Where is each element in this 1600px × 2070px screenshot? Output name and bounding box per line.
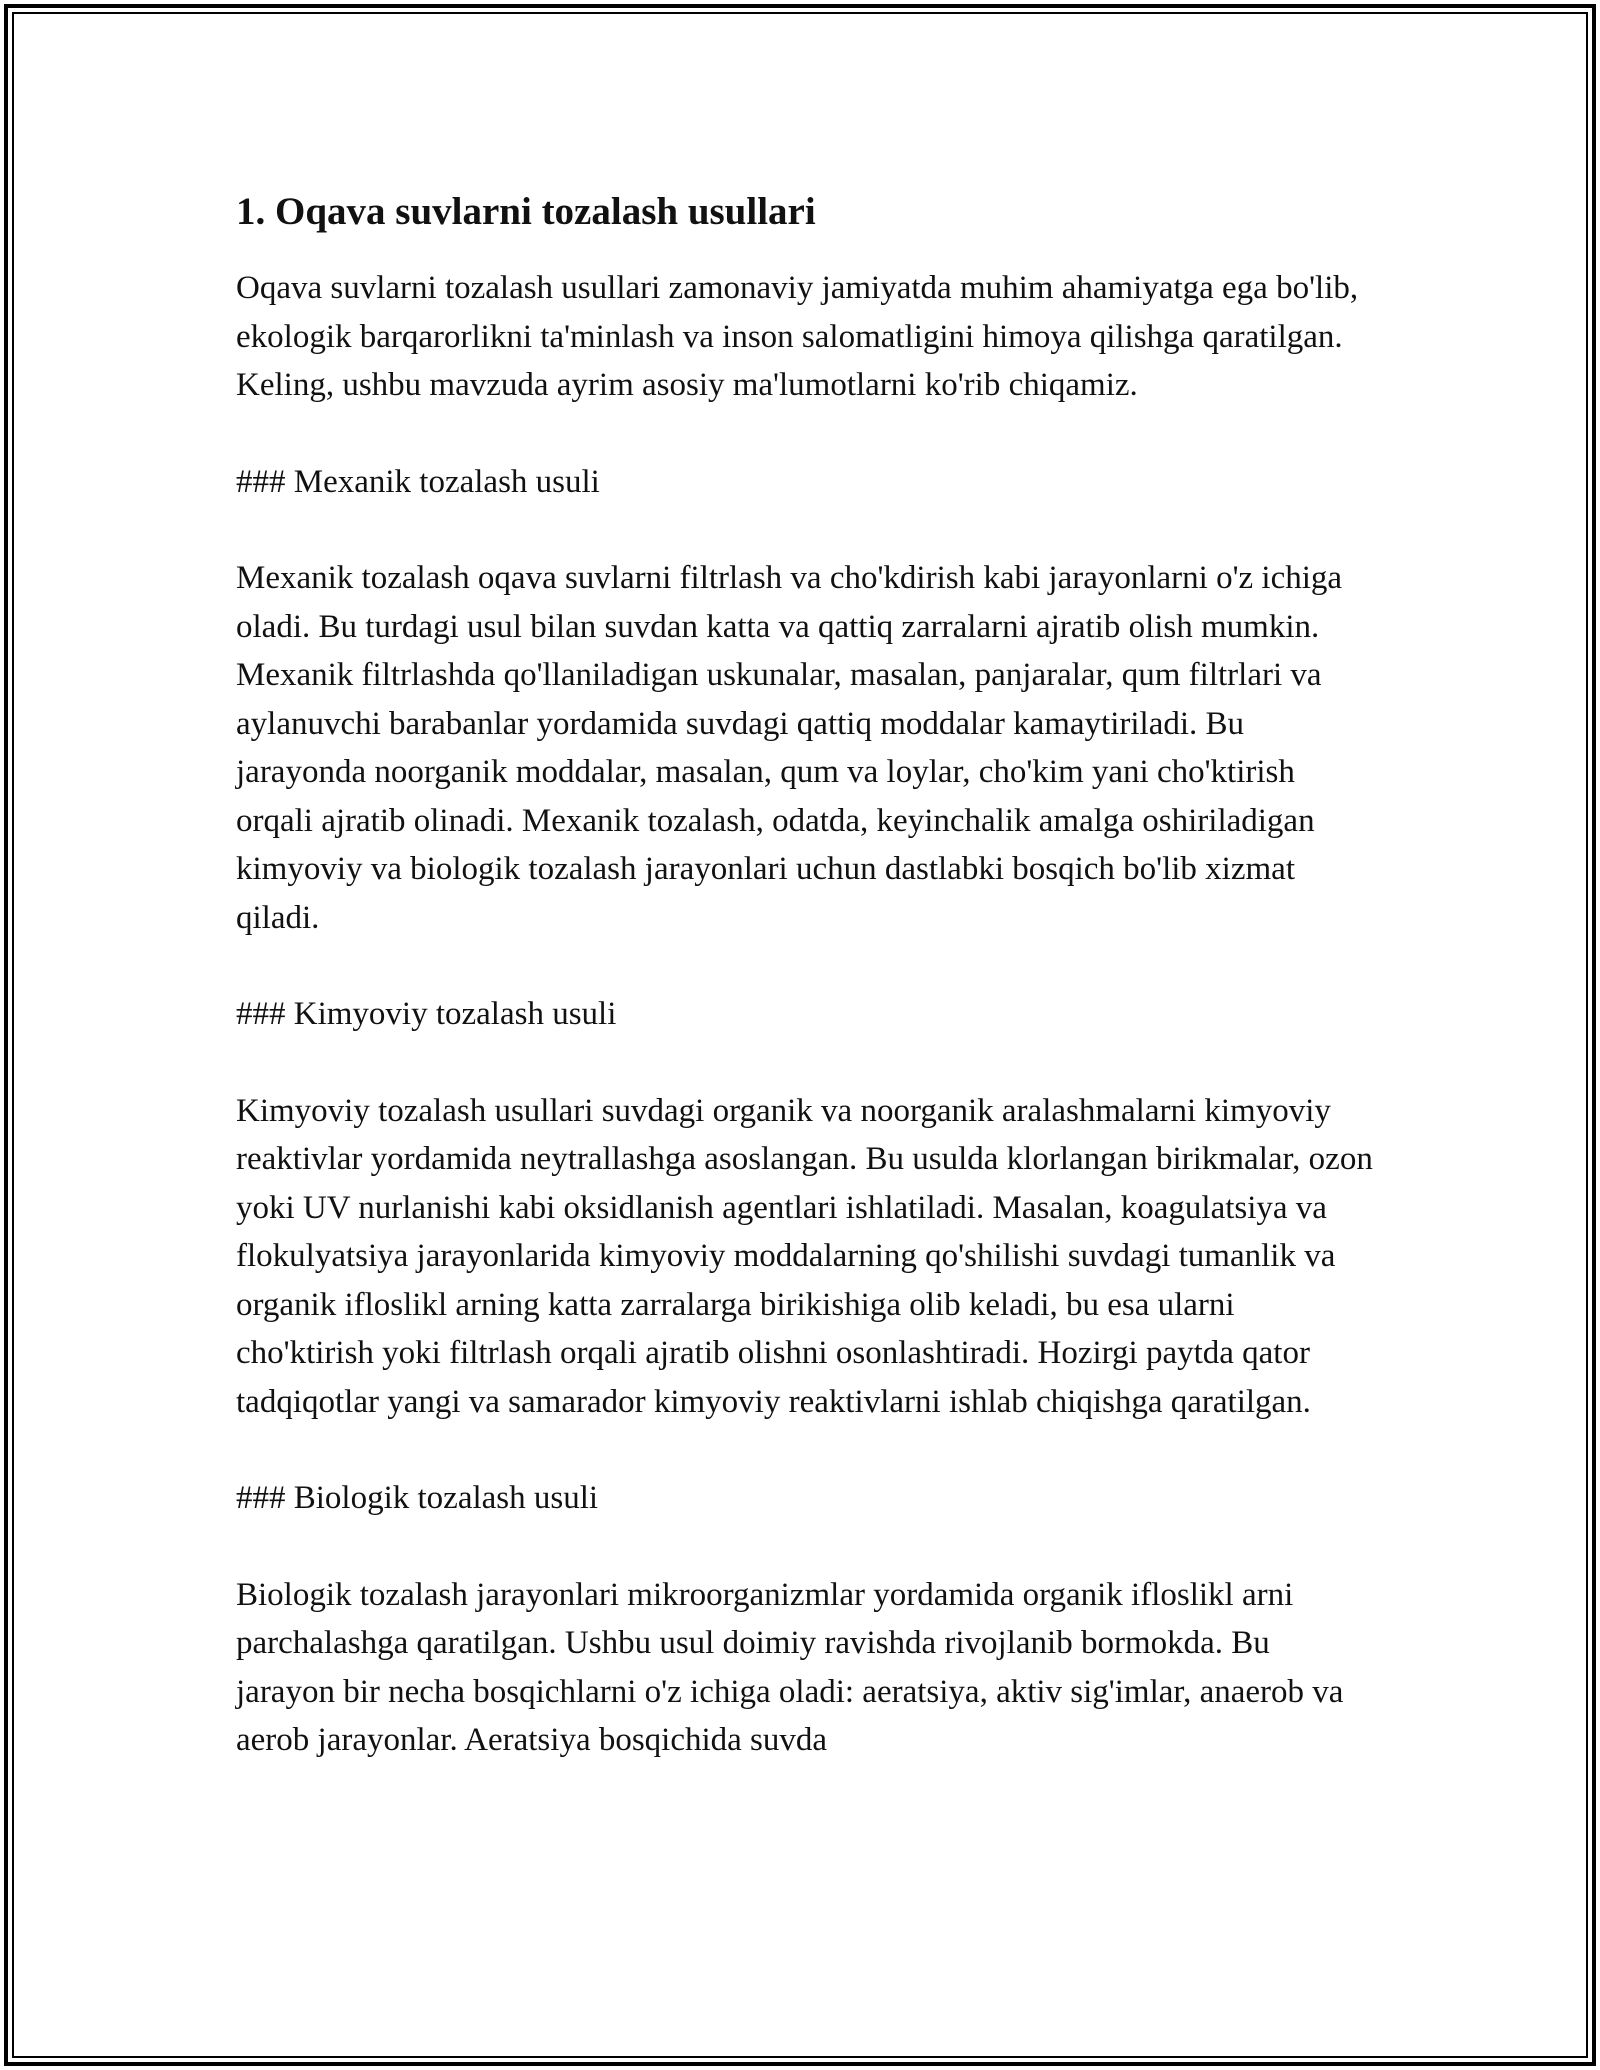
section-paragraph-biologik: Biologik tozalash jarayonlari mikroorganizmlar yordamida organik ifloslikl arni parchalashga qaratilgan. Ushbu usul doimiy ravishda rivojlanib bormokda. Bu jarayon bir necha bosqichlarni o'z ichiga oladi: aeratsiya, aktiv sig'imlar, anaerob va aerob jarayonlar. Aeratsiya bosqichida suvda <box>236 1576 1344 1758</box>
section-heading-kimyoviy: ### Kimyoviy tozalash usuli <box>236 996 617 1032</box>
section-heading-biologik: ### Biologik tozalash usuli <box>236 1480 599 1516</box>
section-heading-mexanik: ### Mexanik tozalash usuli <box>236 463 600 500</box>
document-title: 1. Oqava suvlarni tozalash usullari <box>236 190 816 233</box>
document-body <box>236 186 1376 1813</box>
section-paragraph-mexanik: Mexanik tozalash oqava suvlarni filtrlash va cho'kdirish kabi jarayonlarni o'z ichiga oladi. Bu turdagi usul bilan suvdan katta va qattiq zarralarni ajratib olish mumkin. Mexanik filtrlashda qo'llaniladigan uskunalar, masalan, panjaralar, qum filtrlari va aylanuvchi barabanlar yordamida suvdagi qattiq moddalar kamaytiriladi. Bu jarayonda noorganik moddalar, masalan, qum va loylar, cho'kim yani cho'ktirish orqali ajratib olinadi. Mexanik tozalash, odatda, keyinchalik amalga oshiriladigan kimyoviy va biologik tozalash jarayonlari uchun dastlabki bosqich bo'lib xizmat qiladi. <box>236 560 1343 936</box>
intro-paragraph: Oqava suvlarni tozalash usullari zamonaviy jamiyatda muhim ahamiyatga ega bo'lib, ekologik barqarorlikni ta'minlash va inson salomatligini himoya qilishga qaratilgan. Keling, ushbu mavzuda ayrim asosiy ma'lumotlarni ko'rib chiqamiz. <box>236 270 1359 403</box>
section-paragraph-kimyoviy: Kimyoviy tozalash usullari suvdagi organik va noorganik aralashmalarni kimyoviy reaktivlar yordamida neytrallashga asoslangan. Bu usulda klorlangan birikmalar, ozon yoki UV nurlanishi kabi oksidlanish agentlari ishlatiladi. Masalan, koagulatsiya va flokulyatsiya jarayonlarida kimyoviy moddalarning qo'shilishi suvdagi tumanlik va organik ifloslikl arning katta zarralarga birikishiga olib keladi, bu esa ularni cho'ktirish yoki filtrlash orqali ajratib olishni osonlashtiradi. Hozirgi paytda qator tadqiqotlar yangi va samarador kimyoviy reaktivlarni ishlab chiqishga qaratilgan. <box>236 1092 1373 1420</box>
